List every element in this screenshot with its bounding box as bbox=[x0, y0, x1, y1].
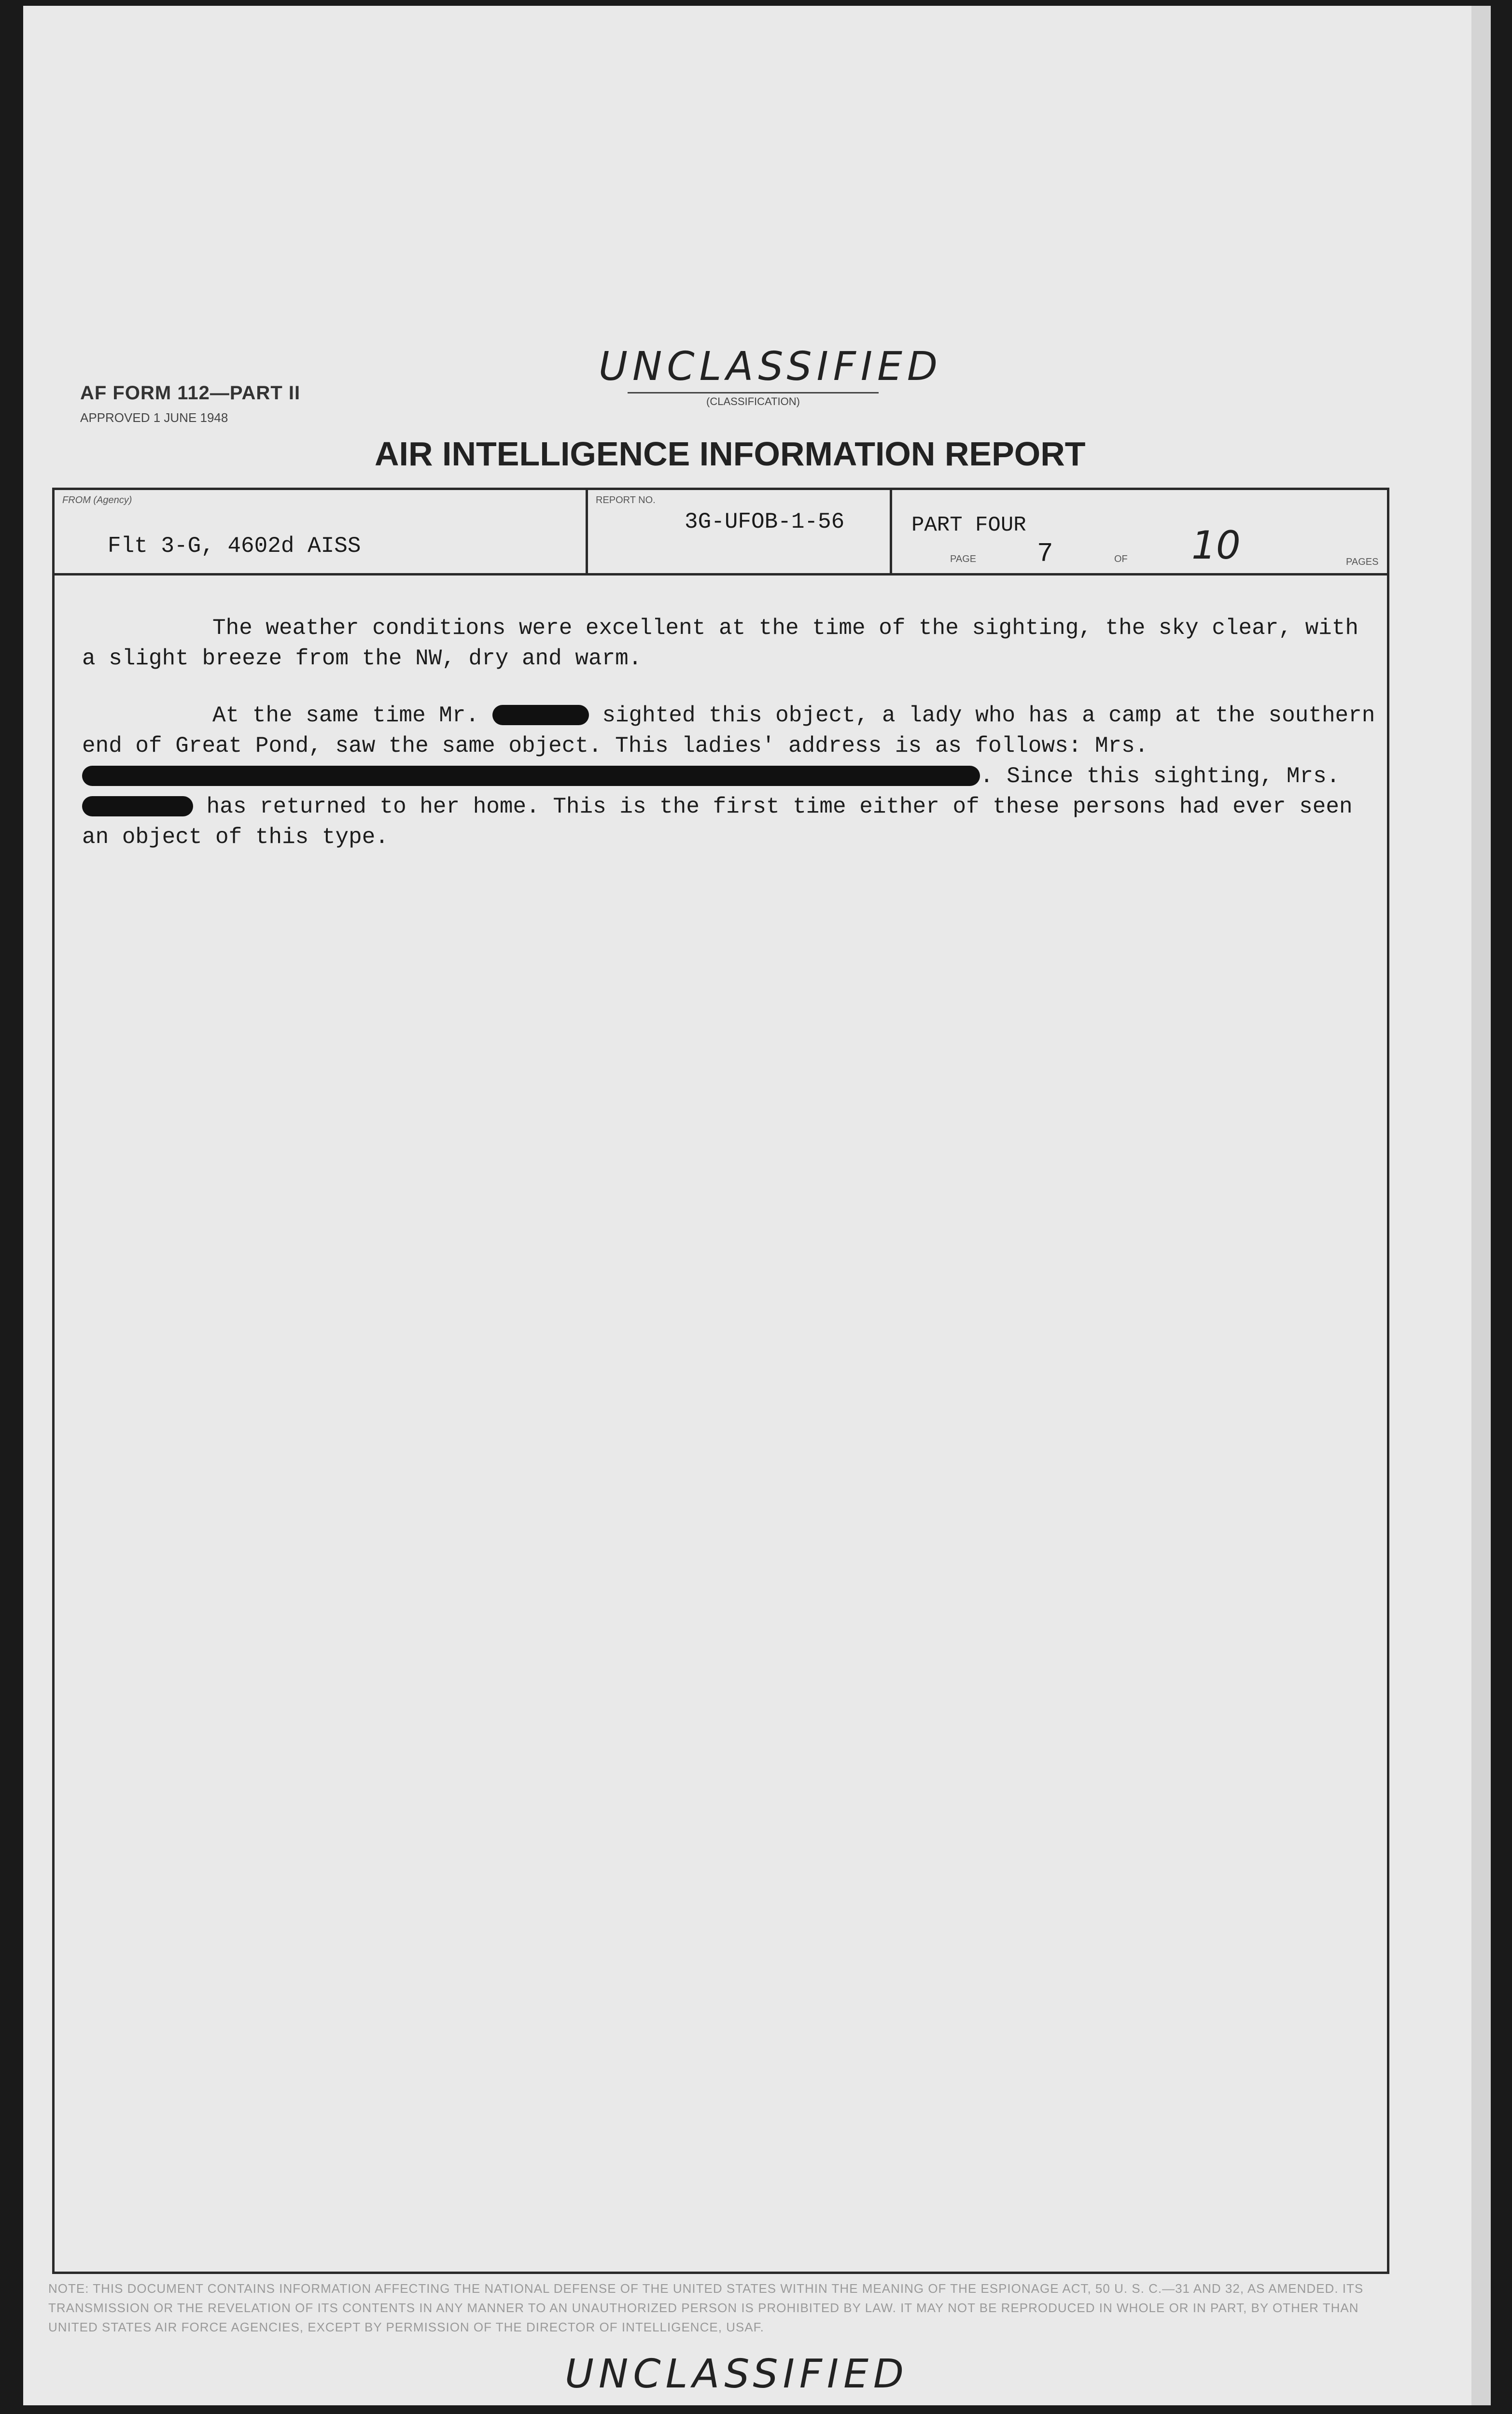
espionage-act-notice: NOTE: THIS DOCUMENT CONTAINS INFORMATION AFFECTING THE NATIONAL DEFENSE OF THE UNITED STATES WITHIN THE MEANING OF THE ESPIONAGE ACT, 50 U. S. C.—31 AND 32, AS AMENDED. ITS TRANSMISSION OR THE REVELATION OF ITS CONTENTS IN ANY MANNER TO AN UNAUTHORIZED PERSON IS PROHIBITED BY LAW. IT MAY NOT BE REPRODUCED IN WHOLE OR IN PART, BY OTHER THAN UNITED STATES AIR FORCE AGENCIES, EXCEPT BY PERMISSION OF THE DIRECTOR OF INTELLIGENCE, USAF. bbox=[48, 2281, 1364, 2334]
page-edge bbox=[1471, 6, 1491, 2405]
page-number: 7 bbox=[1037, 538, 1053, 569]
total-pages: 10 bbox=[1191, 523, 1241, 568]
report-number-cell bbox=[588, 490, 892, 573]
report-number-label: REPORT NO. bbox=[596, 495, 656, 505]
classification-stamp-top: UNCLASSIFIED bbox=[599, 344, 943, 390]
redaction-mark bbox=[82, 796, 193, 816]
paragraph-weather: The weather conditions were excellent at the time of the sighting, the sky clear, with a slight breeze from the NW, dry and warm. bbox=[82, 616, 1358, 671]
from-label: FROM (Agency) bbox=[62, 495, 132, 505]
paragraph-text: sighted this object, a lady who has a camp at the southern end of Great Pond, saw the same object. This ladies' address is as follows: Mrs. bbox=[82, 703, 1375, 758]
report-title: AIR INTELLIGENCE INFORMATION REPORT bbox=[375, 435, 1086, 473]
report-body bbox=[82, 613, 1376, 879]
form-approved-date: APPROVED 1 JUNE 1948 bbox=[80, 410, 228, 425]
of-label: OF bbox=[1114, 554, 1128, 564]
redaction-mark bbox=[492, 705, 589, 725]
paragraph-text: . Since this sighting, Mrs. bbox=[980, 764, 1340, 789]
page-label: PAGE bbox=[950, 554, 977, 564]
paragraph-witnesses bbox=[82, 701, 1376, 853]
paragraph-text: has returned to her home. This is the first time either of these persons had ever seen an object of this type. bbox=[82, 794, 1353, 850]
paragraph-text: At the same time Mr. bbox=[212, 703, 479, 728]
redaction-mark bbox=[82, 766, 980, 786]
from-cell bbox=[55, 490, 588, 573]
form-id: AF FORM 112—PART II bbox=[80, 382, 301, 404]
pages-label: PAGES bbox=[1346, 557, 1379, 567]
classification-caption: (CLASSIFICATION) bbox=[628, 392, 879, 408]
classification-stamp-bottom: UNCLASSIFIED bbox=[565, 2351, 909, 2397]
part-value: PART FOUR bbox=[911, 513, 1026, 537]
report-number-value: 3G-UFOB-1-56 bbox=[685, 509, 845, 534]
from-value: Flt 3-G, 4602d AISS bbox=[108, 533, 361, 559]
report-header-row bbox=[55, 490, 1387, 575]
part-cell bbox=[892, 490, 1387, 573]
